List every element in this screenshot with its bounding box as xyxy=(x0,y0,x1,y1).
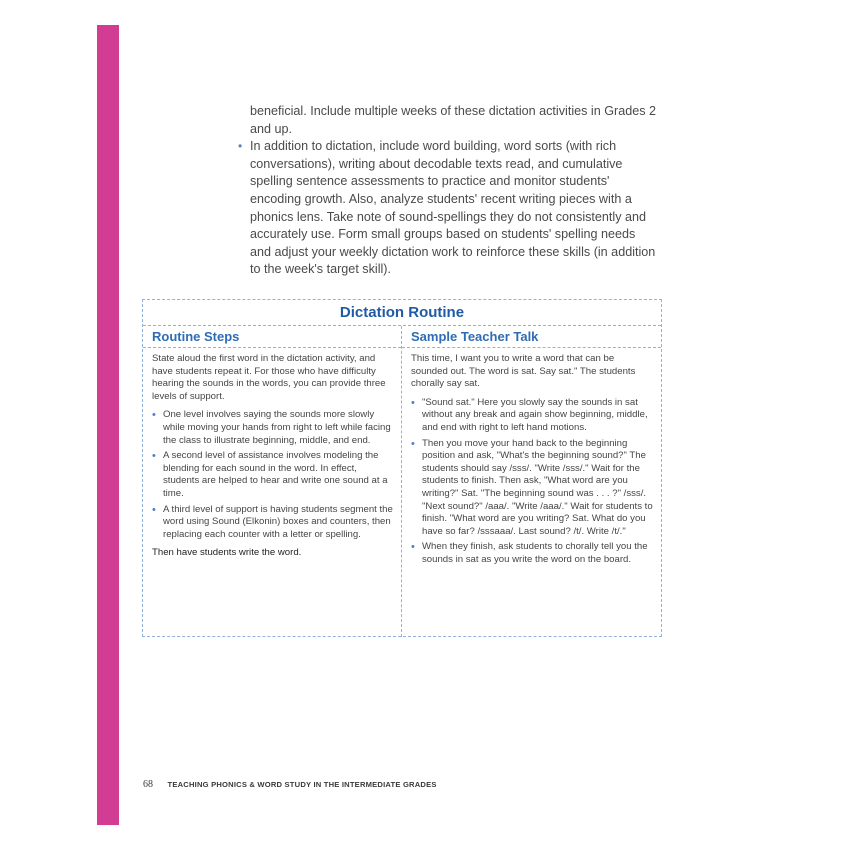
list-item: • "Sound sat." Here you slowly say the sounds in sat without any break and again show beginning, middle, and end with right to left hand motions. xyxy=(411,397,653,435)
routine-steps-column xyxy=(143,326,402,637)
teacher-talk-list xyxy=(411,397,653,567)
routine-title: Dictation Routine xyxy=(143,300,661,326)
list-item: • One level involves saying the sounds more slowly while moving your hands from right to left while facing the class to illustrate beginning, middle, and end. xyxy=(152,409,393,447)
intro-text xyxy=(238,103,658,279)
dictation-routine-table xyxy=(142,299,662,637)
teacher-talk-column xyxy=(402,326,661,637)
routine-steps-closing: Then have students write the word. xyxy=(152,547,302,559)
routine-steps-list xyxy=(152,409,393,541)
teacher-talk-intro: This time, I want you to write a word that can be sounded out. The word is sat. Say sat." The students chorally say sat. xyxy=(411,353,636,390)
routine-steps-heading: Routine Steps xyxy=(143,326,401,348)
teacher-talk-heading: Sample Teacher Talk xyxy=(402,326,661,348)
intro-bullet xyxy=(238,138,658,279)
list-item: • Then you move your hand back to the beginning position and ask, "What's the beginning sound?" The students should say /sss/. "Write /sss/." Wait for the students to finish. Then ask, "What word are you writing?" Sat. "The beginning sound was . . . ?" /sss/. "Next sound?" /aaa/. "Write /aaa/." Wait for students to finish. "What word are you writing? Sat. What do you have so far? /sssaaa/. Last sound? /t/. Write /t/." xyxy=(411,438,653,539)
page-edge-bar xyxy=(97,25,119,825)
list-item: • A third level of support is having students segment the word using Sound (Elkonin) boxes and counters, then replacing each counter with a letter or spelling. xyxy=(152,504,393,542)
intro-bullet-text: In addition to dictation, include word building, word sorts (with rich conversations), writing about decodable texts read, and cumulative spelling sentence assessments to practice and monitor students' encoding growth. Also, analyze students' recent writing pieces with a phonics lens. Take note of sound-spellings they do not consistently and accurately use. Form small groups based on students' spelling needs and adjust your weekly dictation work to reinforce these skills (in addition to the week's target skill). xyxy=(250,139,656,277)
list-item: • When they finish, ask students to chorally tell you the sounds in sat as you write the word on the board. xyxy=(411,541,653,566)
list-item: • A second level of assistance involves modeling the blending for each sound in the word. In effect, students are helped to hear and write one sound at a time. xyxy=(152,450,393,500)
routine-steps-intro: State aloud the first word in the dictation activity, and have students repeat it. For those who have difficulty hearing the sounds in the words, you can provide three levels of support. xyxy=(152,353,386,402)
intro-continuation: beneficial. Include multiple weeks of these dictation activities in Grades 2 and up. xyxy=(250,104,657,136)
bullet-icon: • xyxy=(238,139,243,154)
page-number: 68 xyxy=(143,779,153,790)
running-title: TEACHING PHONICS & WORD STUDY IN THE INTERMEDIATE GRADES xyxy=(167,780,437,789)
page-footer xyxy=(143,779,437,790)
